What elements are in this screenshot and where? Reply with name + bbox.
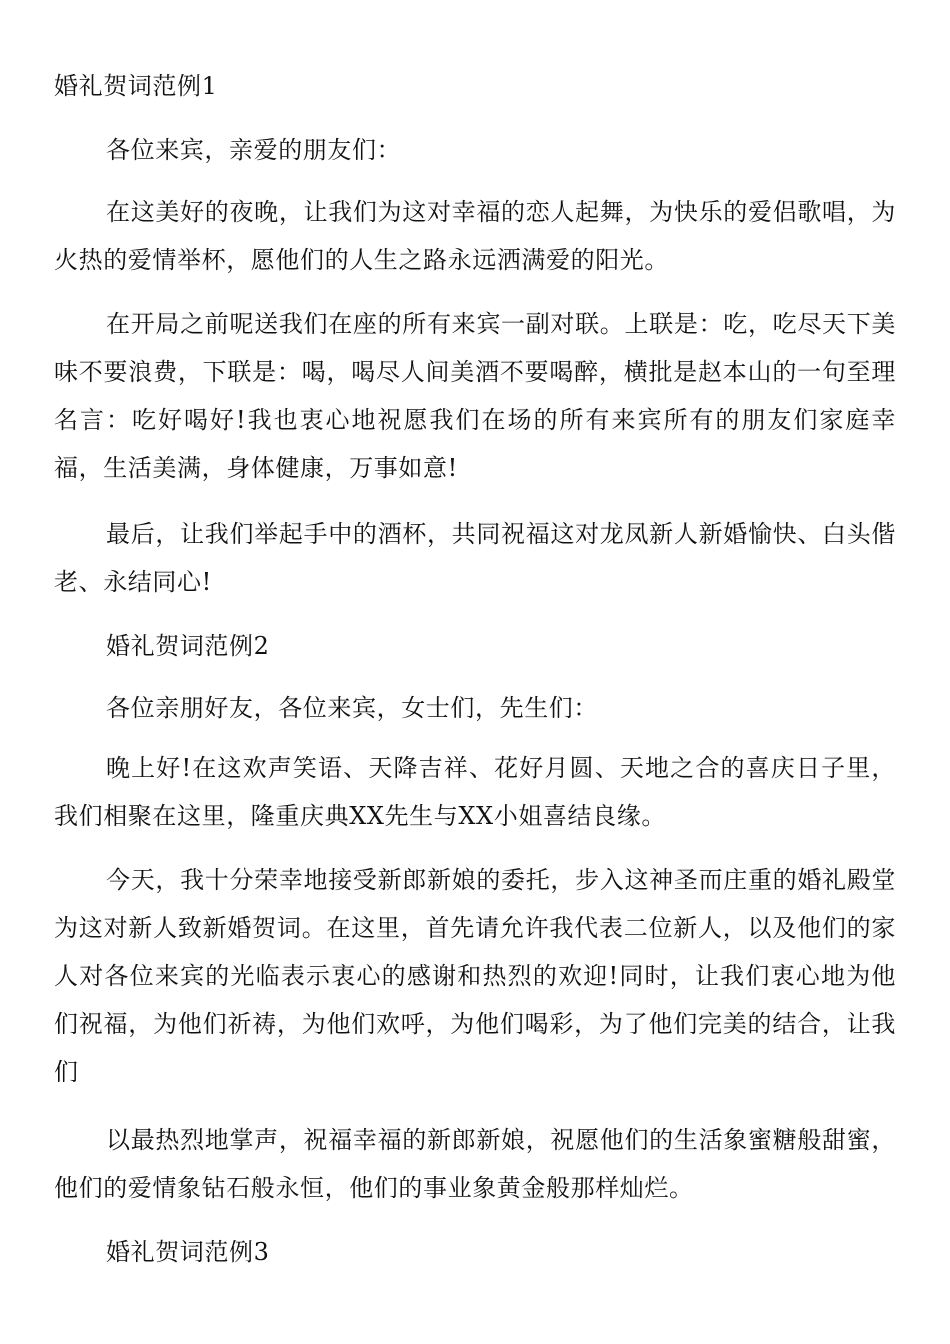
paragraph-good-evening: 晚上好!在这欢声笑语、天降吉祥、花好月圆、天地之合的喜庆日子里，我们相聚在这里，隆重庆典XX先生与XX小姐喜结良缘。 (54, 754, 896, 830)
paragraph-blessing-evening: 在这美好的夜晚，让我们为这对幸福的恋人起舞，为快乐的爱侣歌唱，为火热的爱情举杯，愿他们的人生之路永远洒满爱的阳光。 (54, 198, 896, 274)
paragraph-greeting-2: 各位亲朋好友，各位来宾，女士们，先生们： (106, 694, 598, 722)
paragraph-applause: 以最热烈地掌声，祝福幸福的新郎新娘，祝愿他们的生活象蜜糖般甜蜜，他们的爱情象钻石般永恒，他们的事业象黄金般那样灿烂。 (54, 1126, 896, 1202)
section-heading-3: 婚礼贺词范例3 (106, 1238, 270, 1266)
paragraph-greeting-1: 各位来宾，亲爱的朋友们： (106, 136, 402, 164)
section-heading-2: 婚礼贺词范例2 (106, 632, 270, 660)
paragraph-toast: 最后，让我们举起手中的酒杯，共同祝福这对龙凤新人新婚愉快、白头偕老、永结同心! (54, 520, 896, 596)
paragraph-couplet: 在开局之前呢送我们在座的所有来宾一副对联。上联是：吃，吃尽天下美味不要浪费，下联是：喝，喝尽人间美酒不要喝醉，横批是赵本山的一句至理名言：吃好喝好!我也衷心地祝愿我们在场的所有来宾所有的朋友们家庭幸福，生活美满，身体健康，万事如意! (54, 310, 896, 482)
paragraph-entrusted: 今天，我十分荣幸地接受新郎新娘的委托，步入这神圣而庄重的婚礼殿堂为这对新人致新婚贺词。在这里，首先请允许我代表二位新人，以及他们的家人对各位来宾的光临表示衷心的感谢和热烈的欢迎!同时，让我们衷心地为他们祝福，为他们祈祷，为他们欢呼，为他们喝彩，为了他们完美的结合，让我们 (54, 866, 896, 1086)
section-heading-1: 婚礼贺词范例1 (54, 72, 218, 100)
